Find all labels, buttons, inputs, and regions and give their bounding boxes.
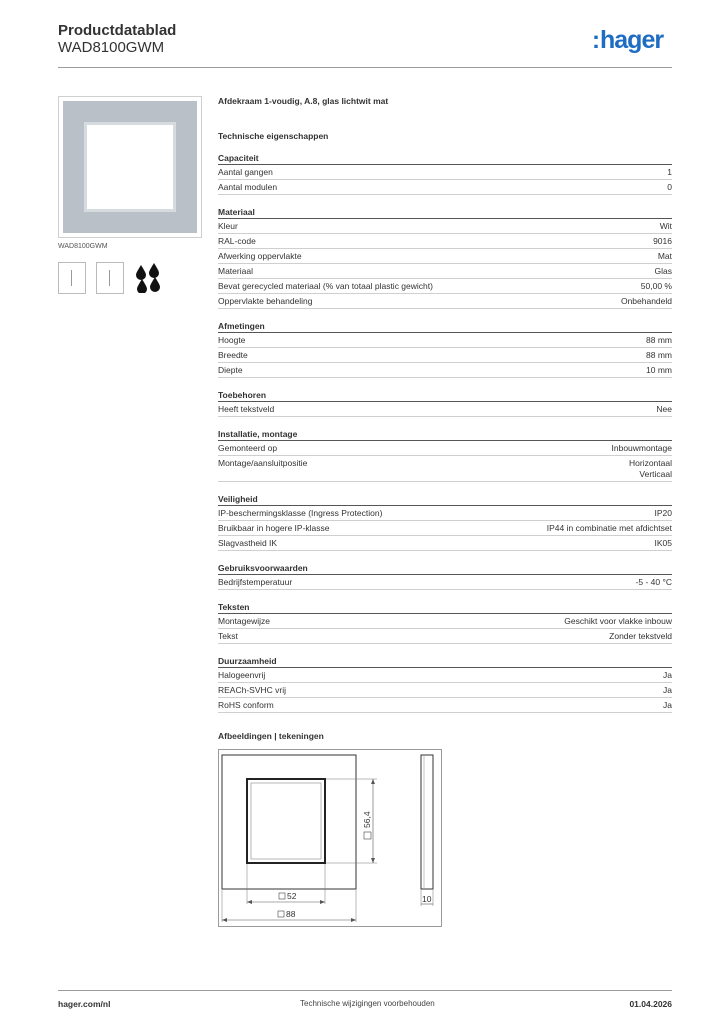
spec-row <box>218 441 672 456</box>
dim-outer-width-label: 88 <box>286 909 296 919</box>
footer-divider <box>58 990 672 991</box>
spec-value <box>636 577 672 588</box>
spec-section <box>218 321 672 378</box>
spec-label: Materiaal <box>218 265 253 276</box>
spec-row <box>218 279 672 294</box>
product-description: Afdekraam 1-voudig, A.8, glas lichtwit mat <box>218 96 389 106</box>
spec-value-line: Ja <box>663 699 672 710</box>
spec-row <box>218 575 672 590</box>
spec-row <box>218 294 672 309</box>
hager-logo: :hager <box>592 26 664 54</box>
spec-value <box>612 443 673 454</box>
spec-label: Aantal gangen <box>218 166 273 177</box>
spec-label: REACh-SVHC vrij <box>218 684 287 695</box>
dim-height-label: 56,4 <box>362 811 372 828</box>
spec-value-line: IP20 <box>654 507 672 518</box>
spec-section-title: Capaciteit <box>218 153 672 165</box>
spec-row <box>218 234 672 249</box>
spec-value <box>609 631 672 642</box>
footer-disclaimer: Technische wijzigingen voorbehouden <box>300 999 435 1008</box>
spec-value-line: Ja <box>663 684 672 695</box>
spec-row <box>218 456 672 482</box>
spec-value <box>667 167 672 178</box>
spec-value <box>655 538 673 549</box>
spec-row <box>218 348 672 363</box>
dim-inner-width-label: 52 <box>287 891 297 901</box>
spec-value-line: Geschikt voor vlakke inbouw <box>564 615 672 626</box>
spec-value <box>655 266 672 277</box>
spec-value-line: 0 <box>667 181 672 192</box>
technical-drawing <box>218 749 442 927</box>
spec-row <box>218 165 672 180</box>
spec-section-title: Veiligheid <box>218 494 672 506</box>
spec-section <box>218 429 672 482</box>
spec-value <box>629 458 672 480</box>
spec-section-title: Materiaal <box>218 207 672 219</box>
dimension-drawing <box>219 750 441 926</box>
spec-value-line: Verticaal <box>639 468 672 479</box>
spec-value-line: 50,00 % <box>640 280 672 291</box>
spec-label: Tekst <box>218 630 238 641</box>
spec-section-title: Teksten <box>218 602 672 614</box>
spec-value <box>660 221 672 232</box>
spec-value <box>564 616 672 627</box>
spec-row <box>218 249 672 264</box>
spec-value-line: Mat <box>657 250 672 261</box>
spec-label: Hoogte <box>218 334 246 345</box>
header-divider <box>58 67 672 68</box>
spec-section-title: Installatie, montage <box>218 429 672 441</box>
spec-label: Afwerking oppervlakte <box>218 250 302 261</box>
spec-row <box>218 363 672 378</box>
spec-section <box>218 207 672 309</box>
spec-section-title: Afmetingen <box>218 321 672 333</box>
spec-label: Bedrijfstemperatuur <box>218 576 293 587</box>
spec-section <box>218 656 672 713</box>
spec-section-title: Duurzaamheid <box>218 656 672 668</box>
spec-value <box>621 296 672 307</box>
spec-section-title: Gebruiksvoorwaarden <box>218 563 672 575</box>
spec-value <box>667 182 672 193</box>
spec-row <box>218 698 672 713</box>
spec-label: Montagewijze <box>218 615 270 626</box>
spec-value-line: 88 mm <box>646 334 672 345</box>
product-code: WAD8100GWM <box>58 39 165 56</box>
spec-value-line: Horizontaal <box>629 457 672 468</box>
spec-value <box>663 685 672 696</box>
spec-row <box>218 506 672 521</box>
spec-row <box>218 668 672 683</box>
spec-section <box>218 563 672 590</box>
spec-row <box>218 264 672 279</box>
spec-row <box>218 536 672 551</box>
spec-value <box>547 523 672 534</box>
spec-section-title: Toebehoren <box>218 390 672 402</box>
document-title: Productdatablad <box>58 22 177 39</box>
spec-section <box>218 390 672 417</box>
images-title: Afbeeldingen | tekeningen <box>218 731 324 741</box>
spec-label: Kleur <box>218 220 238 231</box>
spec-row <box>218 219 672 234</box>
spec-value-line: IK05 <box>654 537 672 548</box>
spec-label: RAL-code <box>218 235 256 246</box>
water-drops-icon <box>133 261 163 293</box>
spec-value <box>658 251 672 262</box>
spec-label: Bevat gerecycled materiaal (% van totaal plastic gewicht) <box>218 280 433 291</box>
spec-label: Breedte <box>218 349 248 360</box>
spec-row <box>218 614 672 629</box>
spec-value-line: Ja <box>663 669 672 680</box>
spec-value <box>655 508 673 519</box>
spec-label: Slagvastheid IK <box>218 537 278 548</box>
spec-label: Montage/aansluitpositie <box>218 457 308 468</box>
spec-label: Diepte <box>218 364 243 375</box>
spec-section <box>218 602 672 644</box>
spec-value-line: -5 - 40 °C <box>635 576 672 587</box>
spec-label: Halogeenvrij <box>218 669 266 680</box>
spec-label: Heeft tekstveld <box>218 403 275 414</box>
logo-text: hager <box>600 26 664 54</box>
spec-value-line: Nee <box>656 403 672 414</box>
spec-value-line: IP44 in combinatie met afdichtset <box>546 522 672 533</box>
spec-row <box>218 333 672 348</box>
frame-opening <box>84 122 176 212</box>
frame-side-icon <box>96 262 124 294</box>
spec-value-line: Onbehandeld <box>620 295 672 306</box>
footer-date: 01.04.2026 <box>629 999 672 1009</box>
spec-label: RoHS conform <box>218 699 274 710</box>
dim-depth-label: 10 <box>422 894 432 904</box>
technical-properties-title: Technische eigenschappen <box>218 131 329 141</box>
spec-label: Aantal modulen <box>218 181 278 192</box>
spec-value-line: Wit <box>659 220 672 231</box>
spec-value <box>663 700 672 711</box>
frame-front-icon <box>58 262 86 294</box>
spec-section <box>218 153 672 195</box>
spec-sections <box>218 153 672 713</box>
spec-value <box>646 335 672 346</box>
spec-value <box>656 404 672 415</box>
spec-value-line: 88 mm <box>646 349 672 360</box>
spec-value <box>663 670 672 681</box>
footer-website[interactable]: hager.com/nl <box>58 999 111 1009</box>
spec-label: Oppervlakte behandeling <box>218 295 313 306</box>
spec-label: Bruikbaar in hogere IP-klasse <box>218 522 330 533</box>
spec-row <box>218 402 672 417</box>
spec-row <box>218 521 672 536</box>
spec-value-line: 1 <box>667 166 672 177</box>
product-image <box>58 96 202 238</box>
spec-section <box>218 494 672 551</box>
spec-value <box>641 281 672 292</box>
spec-row <box>218 629 672 644</box>
spec-row <box>218 180 672 195</box>
spec-value-line: 9016 <box>653 235 672 246</box>
spec-value-line: 10 mm <box>646 364 672 375</box>
spec-label: Gemonteerd op <box>218 442 278 453</box>
spec-row <box>218 683 672 698</box>
technical-data <box>218 96 672 713</box>
spec-value <box>646 365 672 376</box>
spec-label: IP-beschermingsklasse (Ingress Protection) <box>218 507 383 518</box>
spec-value-line: Glas <box>654 265 672 276</box>
spec-value <box>646 350 672 361</box>
spec-value-line: Inbouwmontage <box>611 442 672 453</box>
product-image-caption: WAD8100GWM <box>58 243 108 250</box>
spec-value <box>653 236 672 247</box>
spec-value-line: Zonder tekstveld <box>609 630 672 641</box>
